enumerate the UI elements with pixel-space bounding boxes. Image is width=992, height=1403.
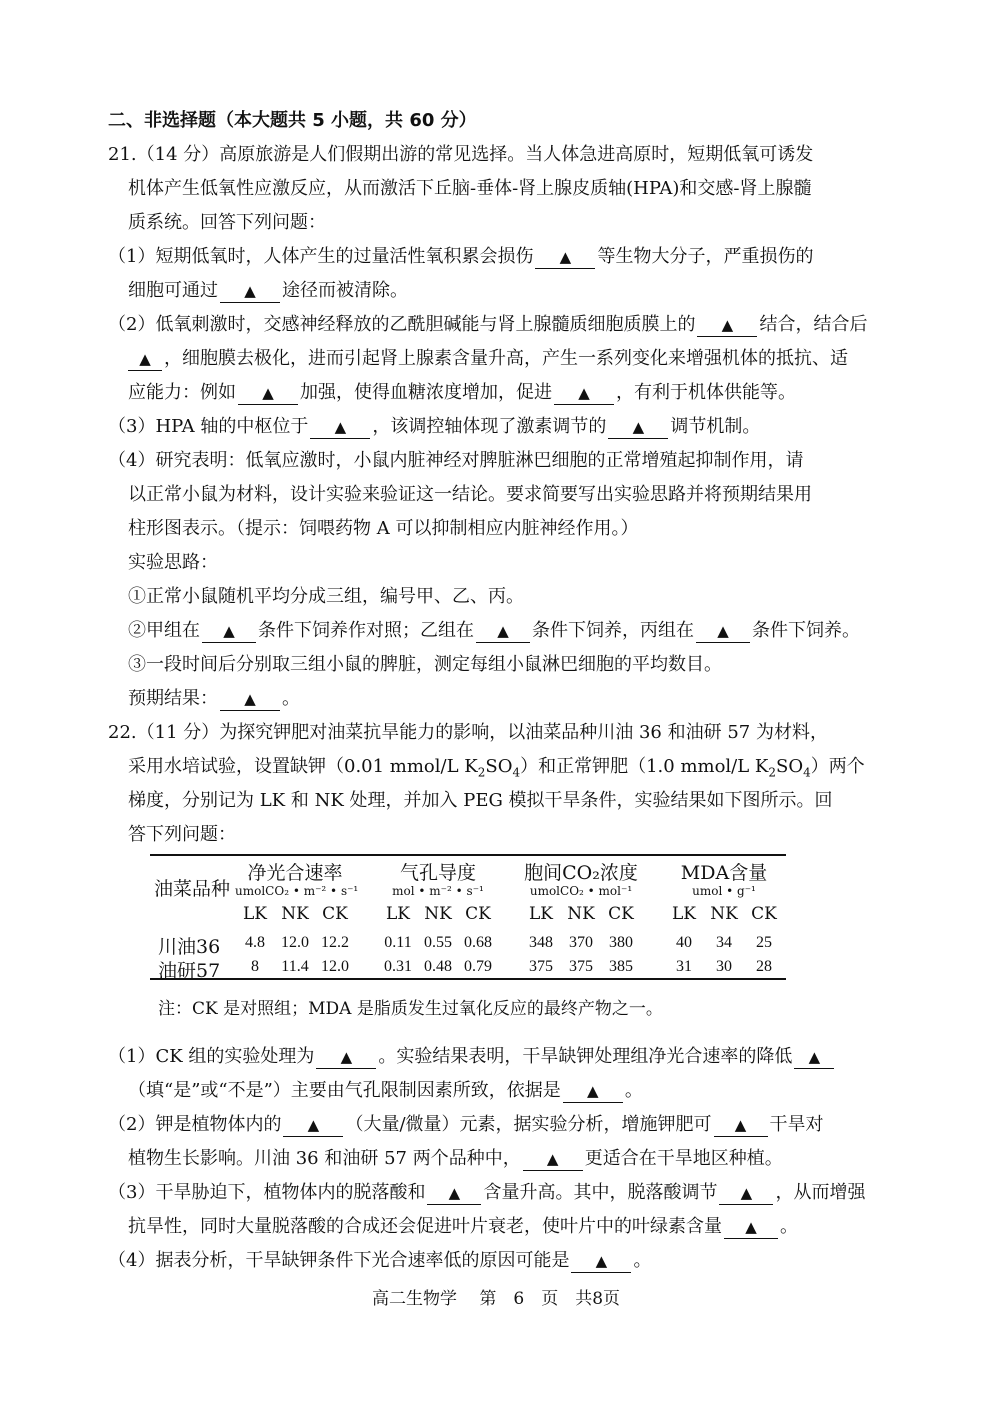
table-cell-value: 0.48 [424,958,452,975]
answer-blank[interactable] [571,1250,631,1273]
table-group-unit: umolCO₂ • m⁻² • s⁻¹ [235,884,359,898]
table-cell-value: 0.31 [384,958,412,975]
answer-blank[interactable] [310,416,370,439]
table-cell-value: 8 [251,958,259,975]
table-cell-value: 0.68 [464,934,492,951]
q22-part-3-cont: 抗旱性，同时大量脱落酸的合成还会促进叶片衰老，使叶片中的叶绿素含量 ▲ 。 [128,1216,798,1237]
triangle-icon: ▲ [721,316,734,334]
q22-stem-line-4: 答下列问题： [128,824,236,845]
answer-blank[interactable] [523,1148,583,1171]
table-subheader: CK [608,904,634,924]
table-cell-value: 0.79 [464,958,492,975]
answer-blank[interactable] [719,1182,773,1205]
table-subheader: NK [710,904,738,924]
table-group-title: 气孔导度 [399,862,476,884]
q21-part-4-cont-2: 柱形图表示。（提示：饲喂药物 A 可以抑制相应内脏神经作用。） [128,518,639,539]
q21-part-1: （1）短期低氧时，人体产生的过量活性氧积累会损伤 ▲ 等生物大分子，严重损伤的 [108,246,814,267]
triangle-icon: ▲ [559,248,572,266]
table-subheader: CK [465,904,491,924]
table-subheader: CK [322,904,348,924]
table-group-title: 胞间CO₂浓度 [524,862,638,884]
answer-blank[interactable] [535,246,595,269]
table-subheader: CK [751,904,777,924]
answer-blank[interactable] [220,688,280,711]
answer-blank[interactable] [714,1114,768,1137]
table-cell-value: 12.2 [321,934,349,951]
experiment-step-1: ①正常小鼠随机平均分成三组，编号甲、乙、丙。 [128,586,524,607]
table-group-unit: umolCO₂ • mol⁻¹ [529,884,633,898]
answer-blank[interactable] [128,348,162,371]
table-cell-value: 40 [676,934,692,951]
triangle-icon: ▲ [632,418,645,436]
triangle-icon: ▲ [223,622,235,640]
triangle-icon: ▲ [546,1150,559,1168]
section-title: 二、非选择题（本大题共 5 小题，共 60 分） [108,110,477,131]
table-cell-value: 30 [716,958,732,975]
q22-stem-line-3: 梯度，分别记为 LK 和 NK 处理，并加入 PEG 模拟干旱条件，实验结果如下图所示。回 [128,790,833,811]
q22-stem-line-1: 22.（11 分）为探究钾肥对油菜抗旱能力的影响，以油菜品种川油 36 和油研 57 为材料， [108,722,828,743]
table-cell-value: 12.0 [321,958,349,975]
triangle-icon: ▲ [595,1252,608,1270]
table-cell-value: 375 [529,958,553,975]
q21-part-2-cont: ▲ ，细胞膜去极化，进而引起肾上腺素含量升高，产生一系列变化来增强机体的抵抗、适 [128,342,848,376]
table-cell-value: 380 [609,934,633,951]
answer-blank[interactable] [220,280,280,303]
triangle-icon: ▲ [307,1116,320,1134]
q22-part-2: （2）钾是植物体内的 ▲ （大量/微量）元素，据实验分析，增施钾肥可 ▲ 干旱对 [108,1114,824,1135]
answer-blank[interactable] [238,382,298,405]
answer-blank[interactable] [724,1216,778,1239]
q22-stem-line-2: 采用水培试验，设置缺钾（0.01 mmol/L $K_2SO_4$）和正常钾肥（1.0 mmol/L $K_2SO_4$）两个 [128,756,865,780]
q22-part-1-cont: （填“是”或“不是”）主要由气孔限制因素所致，依据是 ▲ 。 [128,1080,643,1101]
triangle-icon: ▲ [139,350,151,368]
table-cell-value: 4.8 [245,934,265,951]
triangle-icon: ▲ [448,1184,461,1202]
q21-stem-line-2: 机体产生低氧性应激反应，从而激活下丘脑-垂体-肾上腺皮质轴(HPA)和交感-肾上腺髓 [128,178,812,199]
table-row-label: 油研57 [158,960,221,982]
q21-part-2: （2）低氧刺激时，交感神经释放的乙酰胆碱能与肾上腺髓质细胞质膜上的 ▲ 结合，结合后 [108,314,868,335]
expected-result: 预期结果： ▲ 。 [128,688,300,709]
triangle-icon: ▲ [262,384,274,402]
table-row-label: 川油36 [158,936,221,958]
q22-part-1: （1）CK 组的实验处理为 ▲ 。实验结果表明，干旱缺钾处理组净光合速率的降低 ▲ [108,1040,836,1074]
answer-blank[interactable] [696,620,750,643]
triangle-icon: ▲ [244,282,256,300]
table-bottom-rule [150,978,786,980]
q22-part-2-cont: 植物生长影响。川油 36 和油研 57 两个品种中， ▲ 更适合在干旱地区种植。 [128,1148,783,1169]
triangle-icon: ▲ [734,1116,747,1134]
table-subheader: LK [386,904,410,924]
page-footer: 高二生物学 第 6 页 共8页 [371,1289,621,1309]
q21-part-4-cont: 以正常小鼠为材料，设计实验来验证这一结论。要求简要写出实验思路并将预期结果用 [128,484,812,505]
triangle-icon: ▲ [578,384,590,402]
table-cell-value: 0.55 [424,934,452,951]
experiment-idea-label: 实验思路： [128,552,218,573]
table-subheader: LK [672,904,696,924]
answer-blank[interactable] [794,1046,834,1069]
table-cell-value: 34 [716,934,732,951]
table-subheader: LK [243,904,267,924]
answer-blank[interactable] [476,620,530,643]
table-subheader: NK [424,904,452,924]
answer-blank[interactable] [427,1182,481,1205]
experiment-step-3: ③一段时间后分别取三组小鼠的脾脏，测定每组小鼠淋巴细胞的平均数目。 [128,654,722,675]
table-top-rule [150,854,786,856]
table-subheader: NK [567,904,595,924]
table-cell-value: 12.0 [281,934,309,951]
triangle-icon: ▲ [340,1048,353,1066]
table-cell-value: 385 [609,958,633,975]
table-subheader: NK [281,904,309,924]
answer-blank[interactable] [608,416,668,439]
answer-blank[interactable] [202,620,256,643]
table-cell-value: 31 [676,958,692,975]
answer-blank[interactable] [563,1080,623,1103]
q21-part-4: （4）研究表明：低氧应激时，小鼠内脏神经对脾脏淋巴细胞的正常增殖起抑制作用，请 [108,450,804,471]
table-cell-value: 11.4 [281,958,309,975]
q21-part-1-cont: 细胞可通过 ▲ 途径而被清除。 [128,280,408,301]
table-cell-value: 348 [529,934,553,951]
triangle-icon: ▲ [587,1082,599,1100]
q21-part-3: （3）HPA 轴的中枢位于 ▲ ，该调控轴体现了激素调节的 ▲ 调节机制。 [108,416,761,437]
table-group-unit: umol • g⁻¹ [692,884,756,898]
triangle-icon: ▲ [717,622,729,640]
triangle-icon: ▲ [497,622,509,640]
table-subheader: LK [529,904,553,924]
triangle-icon: ▲ [740,1184,753,1202]
q21-stem-line-3: 质系统。回答下列问题： [128,212,326,233]
table-cell-value: 28 [756,958,772,975]
answer-blank[interactable] [316,1046,376,1069]
answer-blank[interactable] [554,382,614,405]
experiment-step-2: ②甲组在 ▲ 条件下饲养作对照；乙组在 ▲ 条件下饲养，丙组在 ▲ 条件下饲养。 [128,620,860,641]
table-corner-header: 油菜品种 [154,878,231,900]
q22-part-3: （3）干旱胁迫下，植物体内的脱落酸和 ▲ 含量升高。其中，脱落酸调节 ▲ ，从而增强 [108,1182,866,1203]
answer-blank[interactable] [283,1114,343,1137]
q21-stem-line-1: 21.（14 分）高原旅游是人们假期出游的常见选择。当人体急进高原时，短期低氧可诱发 [108,144,814,165]
triangle-icon: ▲ [244,690,256,708]
triangle-icon: ▲ [808,1048,821,1066]
answer-blank[interactable] [697,314,757,337]
table-group-title: 净光合速率 [247,862,343,884]
table-cell-value: 25 [756,934,772,951]
table-cell-value: 0.11 [384,934,412,951]
table-cell-value: 370 [569,934,593,951]
table-group-unit: mol • m⁻² • s⁻¹ [392,884,484,898]
q22-part-4: （4）据表分析，干旱缺钾条件下光合速率低的原因可能是 ▲ 。 [108,1250,652,1271]
q21-part-2-cont-2: 应能力：例如 ▲ 加强，使得血糖浓度增加，促进 ▲ ，有利于机体供能等。 [128,382,796,403]
table-note: 注：CK 是对照组；MDA 是脂质发生过氧化反应的最终产物之一。 [158,999,663,1019]
triangle-icon: ▲ [334,418,347,436]
table-cell-value: 375 [569,958,593,975]
triangle-icon: ▲ [745,1218,757,1236]
table-group-title: MDA含量 [680,862,768,884]
